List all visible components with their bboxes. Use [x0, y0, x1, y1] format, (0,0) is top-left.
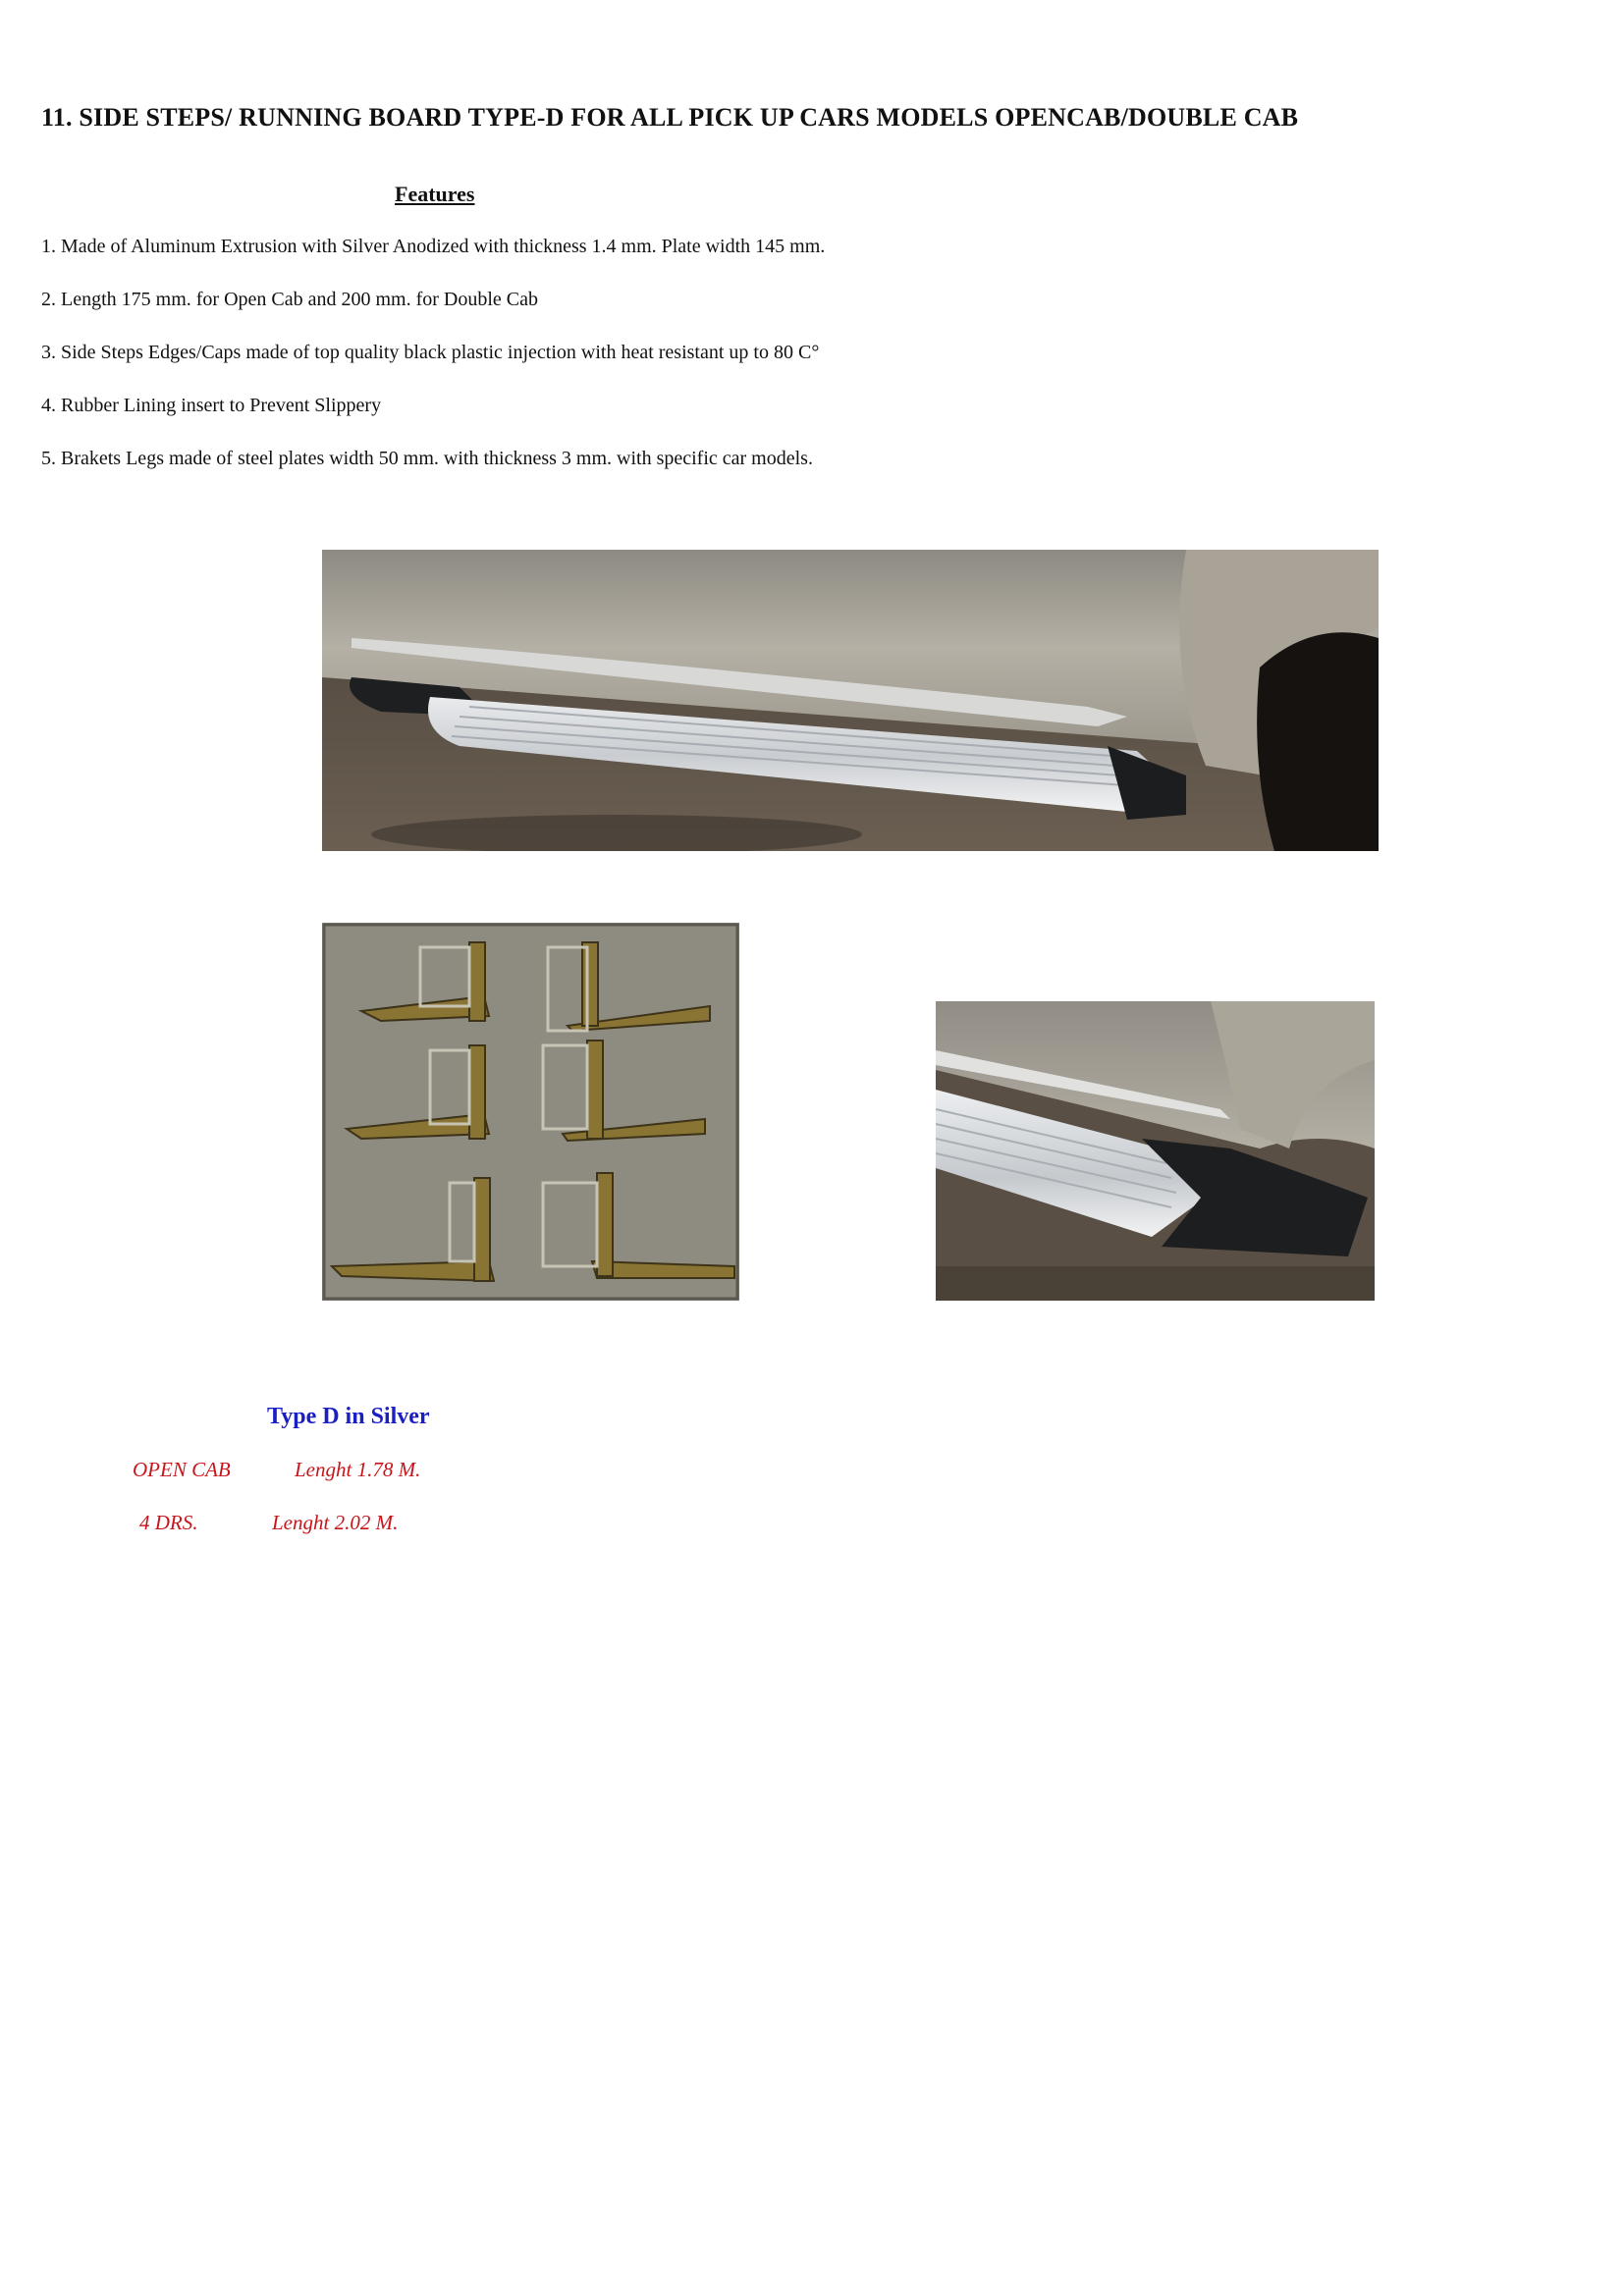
- feature-item: 3. Side Steps Edges/Caps made of top quality black plastic injection with heat resistant up to 80 C°: [41, 342, 820, 363]
- brackets-legs-photo: [322, 923, 739, 1301]
- feature-item: 1. Made of Aluminum Extrusion with Silver Anodized with thickness 1.4 mm. Plate width 145 mm.: [41, 236, 826, 257]
- running-board-closeup-photo: [936, 1001, 1375, 1301]
- page-title: 11. SIDE STEPS/ RUNNING BOARD TYPE-D FOR ALL PICK UP CARS MODELS OPENCAB/DOUBLE CAB: [41, 103, 1299, 132]
- running-board-installed-photo: [322, 550, 1379, 851]
- spec-model-open-cab: OPEN CAB: [133, 1458, 231, 1481]
- spec-length-open-cab: Lenght 1.78 M.: [295, 1458, 421, 1481]
- product-type-label: Type D in Silver: [267, 1404, 430, 1429]
- spec-model-4drs: 4 DRS.: [139, 1511, 198, 1534]
- feature-item: 4. Rubber Lining insert to Prevent Slippery: [41, 395, 382, 416]
- feature-item: 2. Length 175 mm. for Open Cab and 200 mm. for Double Cab: [41, 289, 539, 310]
- spec-length-4drs: Lenght 2.02 M.: [272, 1511, 399, 1534]
- feature-item: 5. Brakets Legs made of steel plates width 50 mm. with thickness 3 mm. with specific car models.: [41, 448, 813, 469]
- features-heading: Features: [395, 182, 475, 206]
